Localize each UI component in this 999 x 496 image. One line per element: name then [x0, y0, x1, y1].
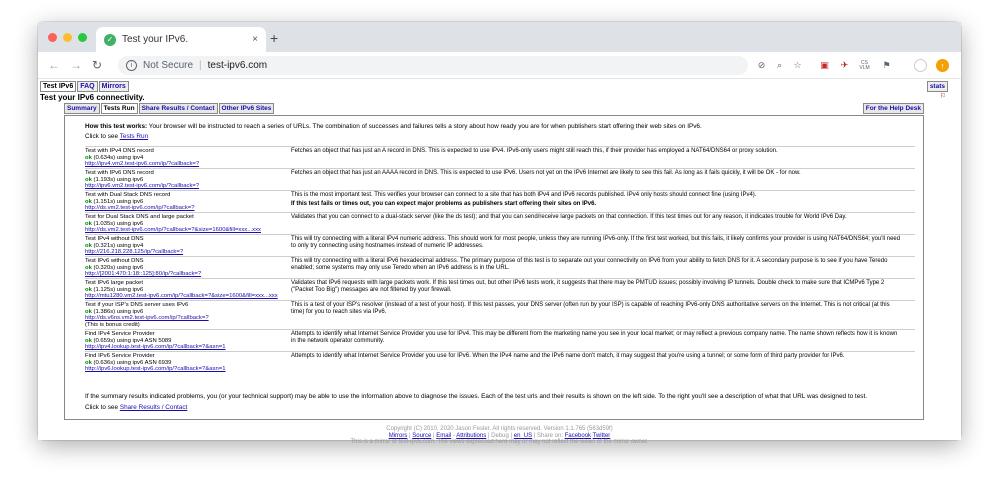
- test-status: ok: [85, 154, 92, 161]
- test-url-link[interactable]: http://ds.v6ns.vm2.test-ipv6.com/ip/?callback=?: [85, 315, 209, 321]
- tab-mirrors[interactable]: Mirrors: [99, 81, 129, 92]
- reload-icon[interactable]: ↻: [92, 58, 103, 72]
- table-row: [85, 329, 915, 351]
- click-prefix: Click to see: [85, 404, 120, 411]
- test-cell: [85, 280, 285, 300]
- browser-tab[interactable]: [96, 27, 266, 52]
- summary-click-line: [85, 404, 187, 411]
- table-row: [85, 278, 915, 300]
- test-detail: (0.636s) using ipv6 ASN 6939: [91, 359, 172, 366]
- test-description: Attempts to identify what Internet Service Provider you use for IPv6. When the IPv4 name and the IPv6 name don't match, it may suggest that you're using a tunnel; or some form of third party provider for IPv6.: [291, 353, 845, 359]
- test-url-link[interactable]: http://[2001:470:1:18::125]:80/ip/?callback=?: [85, 271, 202, 277]
- new-tab-button[interactable]: +: [270, 30, 279, 46]
- flag-icon[interactable]: ⚑: [882, 60, 891, 70]
- attributions-link[interactable]: Attributions: [456, 432, 487, 439]
- intro-bold: How this test works:: [85, 123, 148, 130]
- test-url-link[interactable]: http://ds.vm2.test-ipv6.com/ip/?callback=?&size=1600&fill=xxx...xxx: [85, 227, 261, 233]
- locale-link[interactable]: en_US: [513, 432, 533, 439]
- share-results-link[interactable]: Share Results / Contact: [119, 404, 188, 411]
- table-row: [85, 300, 915, 329]
- tab-test-ipv6[interactable]: Test IPv6: [40, 81, 76, 92]
- click-prefix: Click to see: [85, 133, 120, 140]
- sub-tabs: [64, 103, 924, 114]
- test-url-link[interactable]: http://mtu1280.vm2.test-ipv6.com/ip/?callback=?&size=1600&fill=xxx...xxx: [85, 293, 278, 299]
- footer-links: Mirrors | Source | Email - Attributions | Debug | en_US | Share on: Facebook Twitter: [388, 432, 611, 439]
- intro-body: Your browser will be instructed to reach a series of URLs. The combination of successes and failures tells a story about how ready you are for when publishers start offering their web sites on IPv6.: [147, 123, 702, 130]
- test-cell: [85, 331, 285, 351]
- test-name: Test with Dual Stack DNS record: [85, 192, 171, 198]
- top-tabs: [40, 81, 130, 92]
- test-status: ok: [85, 264, 92, 271]
- test-detail: (1.151s) using ipv6: [91, 198, 144, 205]
- extension-record-icon[interactable]: ▣: [820, 60, 829, 70]
- tests-panel: [64, 115, 924, 420]
- copyright: Copyright (C) 2010, 2020 Jason Fesler. All rights reserved. Version 1.1.765 (563d59f): [386, 426, 613, 432]
- test-status: ok: [85, 337, 92, 344]
- test-description: This will try connecting with a literal IPv4 numeric address. This should work for most people, unless they are running IPv6-only. If the first test worked, but this fails, it likely confirms your provider is using NAT64/DNS64; you'll need to only try connecting using hostnames instead of numeric IP addresses.: [291, 236, 901, 249]
- test-description-warning: If this test fails or times out, you can expect major problems as publishers start offering their sites on IPv6.: [291, 201, 597, 207]
- test-description: Attempts to identify what Internet Service Provider you use for IPv4. This may be different from the marketing name you see in your local market; or may reflect a previous company name. The name shown reflects how it is known in the network operator community.: [291, 331, 898, 344]
- test-detail: (0.659s) using ipv4 ASN 5089: [91, 337, 172, 344]
- facebook-link[interactable]: Facebook: [564, 432, 592, 439]
- translate-icon[interactable]: ⊘: [757, 60, 766, 70]
- separator: |: [199, 60, 202, 71]
- zoom-icon[interactable]: ⌕: [776, 60, 783, 70]
- checkmark-favicon-icon: ✓: [104, 34, 116, 46]
- test-status: ok: [85, 359, 92, 366]
- back-icon[interactable]: ←: [48, 58, 60, 72]
- test-cell: [85, 302, 285, 328]
- tab-faq[interactable]: FAQ: [77, 81, 97, 92]
- tab-other-sites[interactable]: Other IPv6 Sites: [219, 103, 275, 114]
- test-cell: [85, 170, 285, 190]
- test-detail: (0.321s) using ipv4: [91, 242, 144, 249]
- page-title: Test your IPv6 connectivity.: [40, 93, 145, 102]
- source-link[interactable]: Source: [412, 432, 432, 439]
- test-description: This is a test of your ISP's resolver (instead of a test of your host). If this test passes, your DNS server (often run by your ISP) is capable of reaching IPv6-only DNS authoritative servers on the Internet. This is not critical (at this time) for you to reach sites via IPv6.: [291, 302, 890, 315]
- test-url-link[interactable]: http://216.218.228.125/ip/?callback=?: [85, 249, 184, 255]
- tab-share-results[interactable]: Share Results / Contact: [139, 103, 218, 114]
- test-name: Test IPv4 without DNS: [85, 236, 144, 242]
- test-detail: (1.386s) using ipv6: [91, 308, 144, 315]
- test-status: ok: [85, 308, 92, 315]
- test-status: ok: [85, 286, 92, 293]
- test-name: Test with IPv6 DNS record: [85, 170, 154, 176]
- mirrors-link[interactable]: Mirrors: [388, 432, 408, 439]
- test-description: This will try connecting with a literal IPv6 hexadecimal address. The primary purpose of this test is to separate out your connectivity on IPv6 from your ability to fetch DNS for it. A secondary purpose is to see if you have Teredo enabled; some systems may only use Teredo when an IPv6 address is in the URL.: [291, 258, 888, 271]
- intro-click-line: [85, 133, 148, 140]
- test-description-block: [291, 192, 903, 208]
- profile-avatar-icon[interactable]: [914, 59, 927, 72]
- language-flag-icon[interactable]: ⚐: [939, 93, 946, 100]
- table-row: [85, 190, 915, 212]
- test-url-link[interactable]: http://ds.vm2.test-ipv6.com/ip/?callback=?: [85, 205, 195, 211]
- browser-toolbar: [38, 52, 961, 79]
- test-url-link[interactable]: http://ipv4.lookup.test-ipv6.com/ip/?callback=?&asn=1: [85, 344, 226, 350]
- url-text: test-ipv6.com: [207, 60, 268, 71]
- extension-cs-icon[interactable]: CS VLM: [859, 59, 870, 71]
- bookmark-star-icon[interactable]: ☆: [793, 60, 802, 70]
- table-row: [85, 351, 915, 373]
- test-name: Find IPv4 Service Provider: [85, 331, 155, 337]
- minimize-window-button[interactable]: [63, 33, 72, 42]
- summary-text: If the summary results indicated problems, you (or your technical support) may be able to use the information above to diagnose the issues. Each of the test urls and their results is shown on the left side. To the right you'll see a description of what that URL was designed to test.: [85, 393, 868, 400]
- table-row: [85, 234, 915, 256]
- test-cell: [85, 258, 285, 278]
- debug-link[interactable]: Debug: [491, 432, 509, 439]
- tests-table: [85, 146, 915, 373]
- table-row: [85, 168, 915, 190]
- table-row: [85, 256, 915, 278]
- test-cell: [85, 148, 285, 168]
- intro-text: [85, 123, 915, 130]
- update-icon[interactable]: ↑: [936, 59, 949, 72]
- test-cell: [85, 236, 285, 256]
- twitter-link[interactable]: Twitter: [592, 432, 611, 439]
- test-name: Test if your ISP's DNS server uses IPv6: [85, 302, 189, 308]
- security-label: Not Secure: [143, 60, 194, 71]
- test-description: This is the most important test. This verifies your browser can connect to a site that has both IPv4 and IPv6 records published. IPv4 only hosts should connect fine (using IPv4).: [291, 192, 757, 198]
- tab-summary[interactable]: Summary: [64, 103, 100, 114]
- test-detail: (0.320s) using ipv6: [91, 264, 144, 271]
- web-page: [38, 79, 961, 445]
- test-cell: [85, 214, 285, 234]
- share-on-label: Share on:: [537, 432, 564, 439]
- close-window-button[interactable]: [48, 33, 57, 42]
- table-row: [85, 146, 915, 168]
- test-url-link[interactable]: http://ipv6.lookup.test-ipv6.com/ip/?callback=?&asn=1: [85, 366, 226, 372]
- test-status: ok: [85, 220, 92, 227]
- stats-link[interactable]: stats: [927, 81, 948, 92]
- test-description: Fetches an object that has just an AAAA record in DNS. This is expected to use IPv6. Users not yet on the IPv6 Internet are likely to see this fail. As long as it fails quickly, it will be OK - for now.: [291, 170, 801, 176]
- tab-help-desk[interactable]: For the Help Desk: [863, 103, 924, 114]
- browser-window: [38, 22, 961, 445]
- extension-bird-icon[interactable]: ✈: [840, 60, 849, 70]
- email-link[interactable]: Email: [436, 432, 452, 439]
- info-icon[interactable]: i: [126, 60, 137, 71]
- test-cell: [85, 192, 285, 212]
- test-detail: (1.193s) using ipv6: [91, 176, 144, 183]
- tab-strip: [38, 22, 961, 52]
- test-detail: (1.035s) using ipv6: [91, 220, 144, 227]
- bonus-note: (This is bonus credit): [85, 321, 140, 328]
- test-status: ok: [85, 198, 92, 205]
- page-footer: [38, 426, 961, 446]
- forward-icon[interactable]: →: [70, 58, 82, 72]
- test-name: Find IPv6 Service Provider: [85, 353, 155, 359]
- tests-run-link[interactable]: Tests Run: [119, 133, 149, 140]
- test-detail: (1.125s) using ipv6: [91, 286, 144, 293]
- test-url-link[interactable]: http://ipv6.vm2.test-ipv6.com/ip/?callback=?: [85, 183, 200, 189]
- test-description: Validates that you can connect to a dual-stack server (like the ds test); and that you can send/receive large packets on that connection. If this test times out for any reason, it indicates trouble for World IPv6 Day.: [291, 214, 847, 220]
- zoom-window-button[interactable]: [78, 33, 87, 42]
- tab-tests-run[interactable]: Tests Run: [101, 103, 138, 114]
- test-detail: (0.634s) using ipv4: [91, 154, 144, 161]
- test-name: Test IPv6 without DNS: [85, 258, 144, 264]
- test-description: Validates that IPv6 requests with large packets work. If this test times out, but other IPv6 tests work, it suggests that there may be PMTUD issues; possibly involving IP tunnels. Double check to make sure that ICMPv6 Type 2 ("Packet Too Big") messages are not filtered by your firewall.: [291, 280, 885, 293]
- table-row: [85, 212, 915, 234]
- test-url-link[interactable]: http://ipv4.vm2.test-ipv6.com/ip/?callback=?: [85, 161, 200, 167]
- tab-close-icon[interactable]: ×: [252, 34, 258, 45]
- test-status: ok: [85, 242, 92, 249]
- test-name: Test for Dual Stack DNS and large packet: [85, 214, 194, 220]
- test-name: Test with IPv4 DNS record: [85, 148, 154, 154]
- tab-title: Test your IPv6.: [122, 34, 189, 45]
- test-description: Fetches an object that has just an A record in DNS. This is expected to use IPv4. IPv6-only users might still reach this, if their provider has employed a NAT64/DNS64 or proxy solution.: [291, 148, 778, 154]
- test-name: Test IPv6 large packet: [85, 280, 143, 286]
- test-status: ok: [85, 176, 92, 183]
- test-cell: [85, 353, 285, 373]
- mirror-note: This is a mirror of test-ipv6.com. The views expressed here may or may not reflect the views of the mirror owner.: [350, 439, 649, 445]
- address-bar[interactable]: [118, 56, 748, 75]
